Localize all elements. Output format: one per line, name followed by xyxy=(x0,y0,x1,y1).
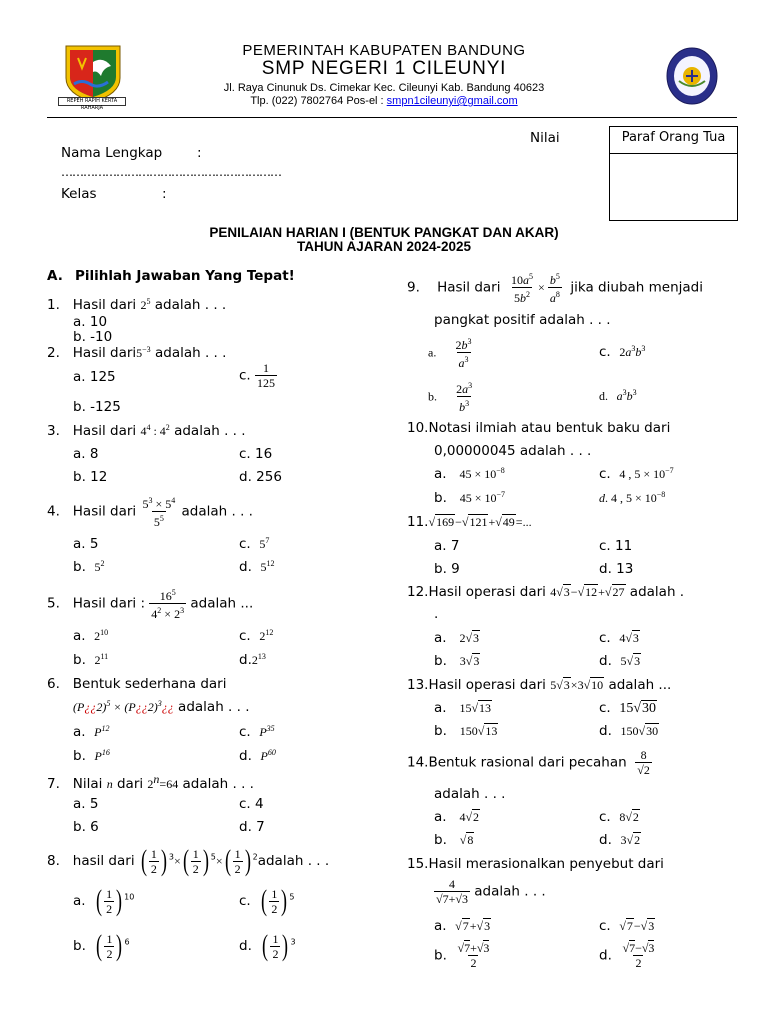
q10-option-b[interactable]: b. $45 \times 10^{-7}$ xyxy=(434,490,506,506)
class-label: Kelas xyxy=(61,186,97,202)
q15-option-c[interactable]: c. √7−√3 xyxy=(599,918,655,934)
school-logo xyxy=(666,47,718,105)
header-address: Jl. Raya Cinunuk Ds. Cimekar Kec. Cileunyi Kab. Bandung 40623 xyxy=(223,82,545,94)
q4-option-c[interactable]: c. $5^7$ xyxy=(239,536,270,552)
q13-option-a[interactable]: a. 15√13 xyxy=(434,700,492,716)
question-13: 13.Hasil operasi dari 5√3×3√10 adalah ... xyxy=(407,677,672,693)
q2-option-a[interactable]: a. 125 xyxy=(73,369,116,385)
q14-option-d[interactable]: d. 3√2 xyxy=(599,832,641,848)
email-link[interactable]: smpn1cileunyi@gmail.com xyxy=(386,95,518,107)
paraf-label: Paraf Orang Tua xyxy=(621,130,726,145)
q11-option-d[interactable]: d. 13 xyxy=(599,561,634,577)
section-letter: A. xyxy=(47,268,63,284)
question-1: 1. Hasil dari $2^5$ adalah . . . xyxy=(47,297,227,313)
q5-option-c[interactable]: c. $2^{12}$ xyxy=(239,628,274,644)
q14-option-a[interactable]: a. 4√2 xyxy=(434,809,480,825)
question-7: 7. Nilai n dari $2^n=64$ adalah . . . xyxy=(47,772,254,792)
q12-option-a[interactable]: a. 2√3 xyxy=(434,630,480,646)
exam-title: PENILAIAN HARIAN I (BENTUK PANGKAT DAN AKAR) xyxy=(209,225,559,240)
q9-option-c[interactable]: c. $2a^3b^3$ xyxy=(599,344,646,360)
exam-year: TAHUN AJARAN 2024-2025 xyxy=(296,239,472,254)
name-colon: : xyxy=(197,145,202,161)
q2-option-b[interactable]: b. -125 xyxy=(73,399,121,415)
q6-option-d[interactable]: d. $P^{60}$ xyxy=(239,748,276,764)
question-9: 9. Hasil dari $\frac{10a^5}{5b^2}$ × $\frac{b^5}{a^8}$ jika diubah menjadi xyxy=(407,272,703,305)
q2-option-c[interactable]: c. $\frac{1}{125}$ xyxy=(239,361,276,390)
q1-option-a[interactable]: a. 10 xyxy=(73,314,108,330)
q7-option-a[interactable]: a. 5 xyxy=(73,796,99,812)
question-8: 8. hasil dari ( $\frac{1}{2}$ ) $^3$×( $\frac{1}{2}$ ) $^5$×( $\frac{1}{2}$ ) $^2$adalah . . . xyxy=(47,844,330,877)
q7-option-c[interactable]: c. 4 xyxy=(239,796,264,812)
q7-option-d[interactable]: d. 7 xyxy=(239,819,265,835)
q13-option-d[interactable]: d. 150√30 xyxy=(599,723,659,739)
question-15: 15.Hasil merasionalkan penyebut dari xyxy=(407,856,664,872)
q6-option-a[interactable]: a. $P^{12}$ xyxy=(73,724,110,740)
q9-option-d[interactable]: d. $a^3b^3$ xyxy=(599,388,637,403)
question-4: 4. Hasil dari $\frac{5^3 \times 5^4}{5^5}$ adalah . . . xyxy=(47,496,253,529)
question-15-expression: $\frac{4}{√7+√3}$ adalah . . . xyxy=(436,877,546,906)
question-12-line2: . xyxy=(434,606,439,622)
question-14: 14.Bentuk rasional dari pecahan $\frac{8}{√2}$ xyxy=(407,748,650,777)
q10-option-a[interactable]: a. $45 \times 10^{-8}$ xyxy=(434,466,505,482)
q13-option-b[interactable]: b. 150√13 xyxy=(434,723,498,739)
header-phone: Tlp. (022) 7802764 Pos-el : smpn1cileunyi@gmail.com xyxy=(250,95,518,107)
question-12: 12.Hasil operasi dari 4√3−√12+√27 adalah . xyxy=(407,584,685,600)
question-11: 11.√169−√121+√49=... xyxy=(407,514,532,530)
q3-option-b[interactable]: b. 12 xyxy=(73,469,108,485)
section-instruction: Pilihlah Jawaban Yang Tepat! xyxy=(75,268,295,284)
kabupaten-logo-banner: REPEH RAPIH KERTA RAHARJA xyxy=(58,97,126,106)
q10-option-d[interactable]: d. 4 , $5 \times 10^{-8}$ xyxy=(599,490,666,505)
q15-option-d[interactable]: d. $\frac{√7-√3}{2}$ xyxy=(599,941,655,970)
paraf-box[interactable] xyxy=(609,126,738,221)
question-6-expression: (P¿¿2)$^5$ × (P¿¿2)$^3$¿¿ adalah . . . xyxy=(73,699,250,715)
q12-option-d[interactable]: d. 5√3 xyxy=(599,653,641,669)
name-label: Nama Lengkap xyxy=(61,145,163,161)
q9-option-a[interactable]: a. $\frac{2b^3}{a^3}$ xyxy=(428,337,472,370)
q10-option-c[interactable]: c. 4 , $5 \times 10^{-7}$ xyxy=(599,466,674,482)
q12-option-c[interactable]: c. 4√3 xyxy=(599,630,639,646)
q9-option-b[interactable]: b. $\frac{2a^3}{b^3}$ xyxy=(428,381,473,414)
header-divider xyxy=(47,117,737,118)
question-10: 10.Notasi ilmiah atau bentuk baku dari xyxy=(407,420,671,436)
question-2: 2. Hasil $dari5^{-3}$ adalah . . . xyxy=(47,345,227,361)
question-3: 3. Hasil dari $4^4$ : $4^2$ adalah . . . xyxy=(47,423,246,439)
class-colon: : xyxy=(162,186,167,202)
q4-option-a[interactable]: a. 5 xyxy=(73,536,99,552)
q7-option-b[interactable]: b. 6 xyxy=(73,819,99,835)
name-field-dots[interactable]: …………………………………………………… xyxy=(61,165,281,179)
header-school-name: SMP NEGERI 1 CILEUNYI xyxy=(261,58,507,79)
q5-option-d[interactable]: $d.2^{13}$ xyxy=(239,652,266,668)
q11-option-a[interactable]: a. 7 xyxy=(434,538,460,554)
q6-option-b[interactable]: b. $P^{16}$ xyxy=(73,748,110,764)
header-pemerintah: PEMERINTAH KABUPATEN BANDUNG xyxy=(242,42,526,59)
nilai-label: Nilai xyxy=(530,130,560,146)
q3-option-c[interactable]: c. 16 xyxy=(239,446,273,462)
question-14-line2: adalah . . . xyxy=(434,786,506,802)
q12-option-b[interactable]: b. 3√3 xyxy=(434,653,480,669)
question-5: 5. Hasil dari : $\frac{16^5}{4^2 \times 2^3}$ adalah ... xyxy=(47,588,254,621)
q13-option-c[interactable]: c. 15√30 xyxy=(599,700,656,716)
q11-option-b[interactable]: b. 9 xyxy=(434,561,460,577)
q4-option-d[interactable]: d. $5^{12}$ xyxy=(239,559,275,575)
q5-option-b[interactable]: b. $2^{11}$ xyxy=(73,652,109,668)
q8-option-b[interactable]: b. ( $\frac{1}{2}$ ) $^6$ xyxy=(73,929,130,962)
q8-option-d[interactable]: d. ( $\frac{1}{2}$ ) $^3$ xyxy=(239,929,296,962)
q5-option-a[interactable]: a. $2^{10}$ xyxy=(73,628,109,644)
q11-option-c[interactable]: c. 11 xyxy=(599,538,633,554)
q4-option-b[interactable]: b. $5^2$ xyxy=(73,559,105,575)
paraf-divider xyxy=(610,153,737,154)
q8-option-a[interactable]: a. ( $\frac{1}{2}$ ) $^{10}$ xyxy=(73,884,135,917)
question-9-line2: pangkat positif adalah . . . xyxy=(434,312,611,328)
q6-option-c[interactable]: c. $P^{35}$ xyxy=(239,724,275,740)
q14-option-c[interactable]: c. 8√2 xyxy=(599,809,639,825)
q15-option-b[interactable]: b. $\frac{√7+√3}{2}$ xyxy=(434,941,490,970)
question-10-line2: 0,00000045 adalah . . . xyxy=(434,443,592,459)
question-6: 6. Bentuk sederhana dari xyxy=(47,676,227,692)
q3-option-d[interactable]: d. 256 xyxy=(239,469,282,485)
q14-option-b[interactable]: b. √8 xyxy=(434,832,474,848)
q3-option-a[interactable]: a. 8 xyxy=(73,446,99,462)
q1-option-b[interactable]: b. -10 xyxy=(73,329,113,345)
q8-option-c[interactable]: c. ( $\frac{1}{2}$ ) $^5$ xyxy=(239,884,295,917)
q15-option-a[interactable]: a. √7+√3 xyxy=(434,918,491,934)
